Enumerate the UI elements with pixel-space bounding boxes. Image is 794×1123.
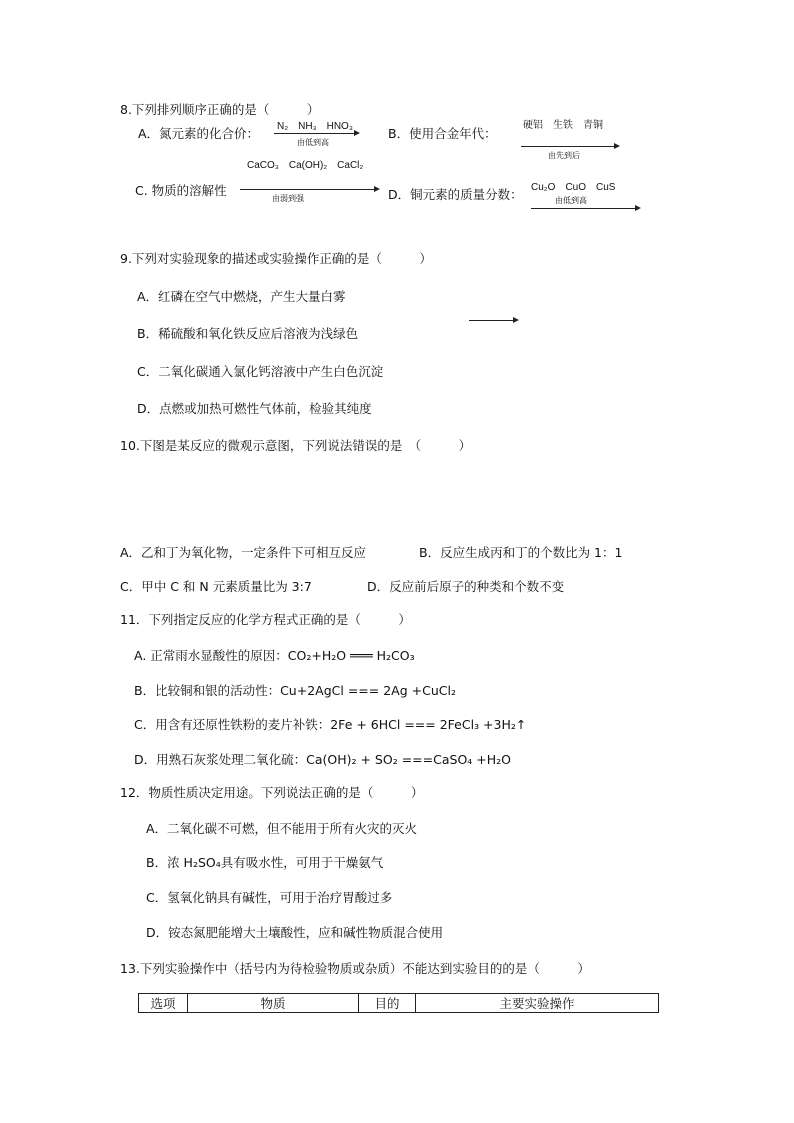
q8-option-c-formulas: CaCO₃ Ca(OH)₂ CaCl₂ bbox=[247, 160, 364, 171]
q8-option-a-arrow-note: 由低到高 bbox=[297, 138, 329, 147]
q10-option-c: C．甲中 C 和 N 元素质量比为 3:7 bbox=[120, 579, 312, 594]
q8-option-d-formulas: Cu₂O CuO CuS bbox=[531, 182, 616, 193]
q12-option-b: B．浓 H₂SO₄具有吸水性，可用于干燥氨气 bbox=[146, 855, 384, 870]
q10-option-a: A．乙和丁为氧化物，一定条件下可相互反应 bbox=[120, 545, 367, 560]
header-purpose: 目的 bbox=[359, 994, 416, 1013]
q9-option-d: D．点燃或加热可燃性气体前，检验其纯度 bbox=[137, 401, 372, 416]
q13-stem: 13.下列实验操作中（括号内为待检验物质或杂质）不能达到实验目的的是（ ） bbox=[120, 961, 590, 976]
q12-stem: 12．物质性质决定用途。下列说法正确的是（ ） bbox=[120, 785, 424, 800]
q11-option-d: D．用熟石灰浆处理二氧化硫：Ca(OH)₂ + SO₂ ===CaSO₄ +H₂O bbox=[134, 752, 511, 767]
q8-option-b-items: 硬铝 生铁 青铜 bbox=[523, 120, 603, 131]
q9-option-b: B．稀硫酸和氧化铁反应后溶液为浅绿色 bbox=[137, 326, 359, 341]
q13-table bbox=[138, 993, 659, 1013]
q12-option-c: C．氢氧化钠具有碱性，可用于治疗胃酸过多 bbox=[146, 890, 393, 905]
table-header-row bbox=[139, 994, 659, 1013]
q8-option-a-formulas: N₂ NH₃ HNO₃ bbox=[277, 121, 353, 132]
q9-stem: 9.下列对实验现象的描述或实验操作正确的是（ ） bbox=[120, 251, 432, 266]
q8-stem: 8.下列排列顺序正确的是（ ） bbox=[120, 102, 320, 117]
q9-option-a: A．红磷在空气中燃烧，产生大量白雾 bbox=[137, 289, 346, 304]
header-substance: 物质 bbox=[188, 994, 359, 1013]
q8-option-c-label: C. 物质的溶解性 bbox=[135, 183, 227, 198]
q10-option-b: B．反应生成丙和丁的个数比为 1：1 bbox=[419, 545, 623, 560]
header-option: 选项 bbox=[139, 994, 188, 1013]
stray-arrow bbox=[469, 320, 517, 321]
q8-option-d-label: D．铜元素的质量分数： bbox=[388, 187, 523, 202]
q11-option-a: A. 正常雨水显酸性的原因：CO₂+H₂O ═══ H₂CO₃ bbox=[134, 648, 415, 663]
q10-stem: 10.下图是某反应的微观示意图，下列说法错误的是 （ ） bbox=[120, 438, 472, 453]
q8-option-c-arrow-note: 由弱到强 bbox=[272, 194, 304, 203]
q8-option-d-arrow-note: 由低到高 bbox=[555, 196, 587, 205]
q11-option-c: C．用含有还原性铁粉的麦片补铁：2Fe + 6HCl === 2FeCl₃ +3H₂↑ bbox=[134, 717, 527, 732]
q11-option-b: B．比较铜和银的活动性：Cu+2AgCl === 2Ag +CuCl₂ bbox=[134, 683, 456, 698]
q8-option-a-arrow bbox=[274, 133, 358, 134]
q8-option-d-arrow bbox=[531, 208, 639, 209]
q8-option-a-label: A．氮元素的化合价： bbox=[138, 126, 260, 141]
q12-option-d: D．铵态氮肥能增大土壤酸性，应和碱性物质混合使用 bbox=[146, 925, 444, 940]
q8-option-b-arrow bbox=[521, 146, 618, 147]
q8-option-b-arrow-note: 由先到后 bbox=[548, 151, 580, 160]
q8-option-b-label: B．使用合金年代： bbox=[388, 126, 497, 141]
q8-option-c-arrow bbox=[240, 189, 378, 190]
q12-option-a: A．二氧化碳不可燃，但不能用于所有火灾的灭火 bbox=[146, 821, 418, 836]
q10-option-d: D．反应前后原子的种类和个数不变 bbox=[367, 579, 565, 594]
q11-stem: 11．下列指定反应的化学方程式正确的是（ ） bbox=[120, 612, 411, 627]
q9-option-c: C．二氧化碳通入氯化钙溶液中产生白色沉淀 bbox=[137, 364, 384, 379]
header-operation: 主要实验操作 bbox=[416, 994, 659, 1013]
